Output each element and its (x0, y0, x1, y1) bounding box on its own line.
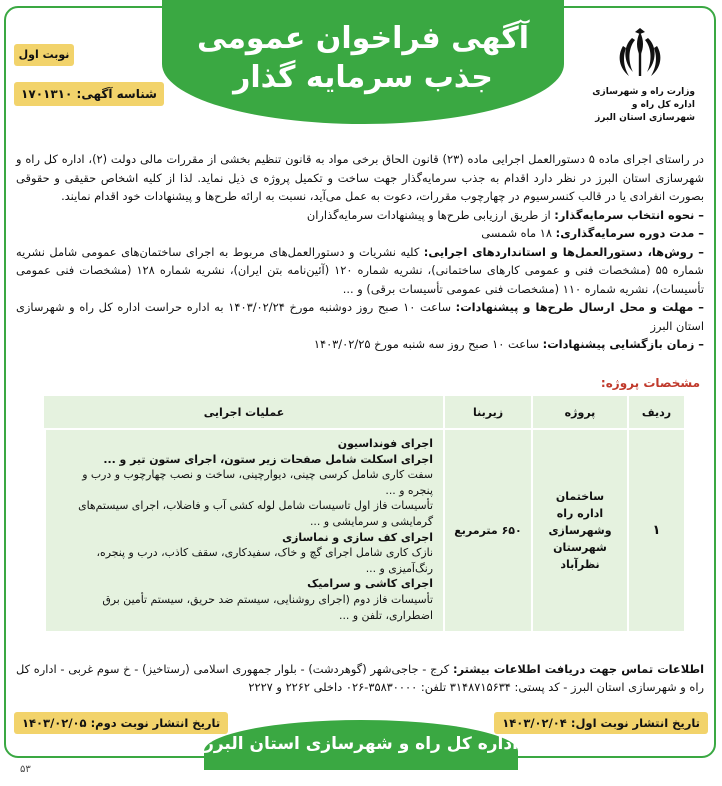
publish-second-badge (14, 712, 228, 734)
ops-line: تأسیسات فاز اول تاسیسات شامل لوله کشی آب و فاضلاب، اجرای سیستم‌های گرمایشی و سرمایشی و ... (78, 499, 433, 528)
cell-row-number: ۱ (628, 429, 684, 631)
header-banner (162, 0, 564, 124)
table-header-row (45, 396, 684, 429)
deadline-line (16, 298, 704, 335)
contact-label: اطلاعات تماس جهت دریافت اطلاعات بیشتر: (452, 662, 704, 676)
ministry-line2: اداره کل راه و شهرسازی استان البرز (595, 100, 695, 123)
methods-line (16, 243, 704, 299)
publish-second-date: ۱۴۰۳/۰۲/۰۵ (22, 716, 87, 730)
cell-area: ۶۵۰ مترمربع (444, 429, 532, 631)
duration-line (16, 224, 704, 243)
ministry-line1: وزارت راه و شهرسازی (592, 87, 695, 97)
footer-banner: اداره کل راه و شهرسازی استان البرز (204, 720, 518, 770)
publish-first-badge (494, 712, 708, 734)
table-row (45, 429, 684, 631)
ops-line: تأسیسات فاز دوم (اجرای روشنایی، سیستم ضد حریق، سیستم تأمین برق اضطراری، تلفن و ... (102, 592, 433, 622)
selection-label: – نحوه انتخاب سرمایه‌گذار: (554, 207, 704, 222)
ad-body (16, 150, 704, 354)
ad-id-badge (14, 82, 164, 106)
nobat-badge: نوبت اول (14, 44, 74, 66)
ministry-block (585, 26, 695, 125)
opening-value: ساعت ۱۰ صبح روز سه شنبه مورخ ۱۴۰۳/۰۲/۲۵ (313, 337, 543, 351)
ops-line: اجرای کاشی و سرامیک (307, 577, 433, 591)
ops-line: اجرای اسکلت شامل صفحات زیر ستون، اجرای ستون تیر و ... (103, 452, 433, 466)
col-row-header: ردیف (628, 396, 684, 429)
methods-value: کلیه نشریات و دستورالعمل‌های مربوط به اجرای ساختمان‌های عمومی شامل نشریه شماره ۵۵ (مشخصات فنی و عمومی کارهای ساختمانی)، نشریه شماره ۱۲۰ (آئین‌نامه بتن ایران)، نشریه شماره ۱۲۸ (مشخصات فنی عمومی تأسیسات)، نشریه شماره ۱۱۰ (مشخصات فنی عمومی تأسیسات برقی) و ... (16, 244, 704, 296)
duration-value: ۱۸ ماه شمسی (481, 226, 556, 240)
cell-ops (45, 429, 444, 631)
selection-line (16, 206, 704, 225)
selection-value: از طریق ارزیابی طرح‌ها و پیشنهادات سرمایه‌گذاران (306, 207, 555, 222)
project-table (44, 396, 684, 631)
col-ops-header: عملیات اجرایی (45, 396, 444, 429)
ad-id-label: شناسه آگهی: (76, 87, 157, 101)
contact-value: کرج - جاجی‌شهر (گوهردشت) - بلوار جمهوری اسلامی (رستاخیز) - خ سوم غربی - اداره کل راه و شهرسازی استان البرز - کد پستی: ۳۱۴۸۷۱۵۶۳۴ تلفن: ۳۵۸۳۰۰۰۰-۰۲۶ داخلی ۲۲۶۲ و ۲۲۲۷ (16, 662, 704, 694)
col-project-header: پروژه (532, 396, 628, 429)
ops-line: اجرای کف سازی و نماسازی (282, 530, 433, 544)
publish-second-label: تاریخ انتشار نوبت دوم: (90, 716, 221, 730)
opening-label: – زمان بازگشایی پیشنهادات: (542, 337, 704, 351)
col-area-header: زیربنا (444, 396, 532, 429)
duration-label: – مدت دوره سرمایه‌گذاری: (555, 226, 704, 240)
cell-project: ساختمان اداره راه وشهرسازی شهرستان نظرآباد (532, 429, 628, 631)
intro-paragraph: در راستای اجرای ماده ۵ دستورالعمل اجرایی ماده (۲۳) قانون الحاق برخی مواد به قانون تنظیم بخشی از مقررات مالی دولت (۲)، اداره کل راه و شهرسازی استان البرز در نظر دارد اقدام به جذب سرمایه‌گذار جهت ساخت و تکمیل پروژه ی ذیل نماید. لذا از کلیه اشخاص حقیقی و حقوقی بصورت انفرادی یا در قالب کنسرسیوم در چهارچوب مقررات، دعوت به عمل می‌آید، نسبت به ارائه طرح‌ها و پیشنهادات خود اقدام نمایند. (16, 152, 704, 203)
ops-line: سفت کاری شامل کرسی چینی، دیوارچینی، ساخت و نصب چهارچوب و درب و پنجره و ... (82, 468, 433, 497)
ops-line: اجرای فونداسیون (337, 437, 433, 450)
publish-first-label: تاریخ انتشار نوبت اول: (570, 716, 700, 730)
ad-id-value: ۱۷۰۱۳۱۰ (21, 87, 73, 101)
ops-line: نازک کاری شامل اجرای گچ و خاک، سفیدکاری، سقف کاذب، درب و پنجره، رنگ‌آمیزی و ... (96, 546, 433, 575)
iran-emblem-icon (611, 26, 669, 84)
deadline-label: – مهلت و محل ارسال طرح‌ها و پیشنهادات: (455, 300, 705, 314)
deadline-value: ساعت ۱۰ صبح روز دوشنبه مورخ ۱۴۰۳/۰۲/۲۴ به اداره حراست اداره کل راه و شهرسازی استان البرز (16, 300, 704, 333)
spec-title: مشخصات پروژه: (600, 376, 700, 390)
opening-line (16, 335, 704, 354)
contact-info (16, 660, 704, 696)
ad-subtitle: جذب سرمایه گذار (233, 60, 493, 95)
publish-first-date: ۱۴۰۳/۰۲/۰۴ (502, 716, 567, 730)
page-number: ۵۳ (20, 764, 31, 775)
methods-label: – روش‌ها، دستورالعمل‌ها و استانداردهای اجرایی: (423, 244, 704, 259)
ad-title: آگهی فراخوان عمومی (196, 21, 530, 56)
ministry-name (585, 86, 695, 125)
